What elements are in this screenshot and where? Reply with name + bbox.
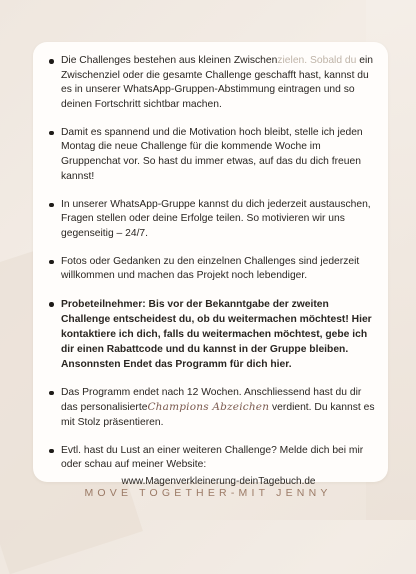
bullet-item bbox=[61, 198, 376, 242]
bullet-list bbox=[33, 42, 388, 490]
bullet-item bbox=[61, 126, 376, 184]
bullet-item bbox=[61, 54, 376, 112]
badge-script-text: Champions Abzeichen bbox=[147, 401, 270, 414]
info-card bbox=[33, 42, 388, 488]
bullet-text: ein Zwischenziel oder die gesamte Challenge geschafft hast, kannst du es in unserer WhatsApp-Gruppen-Abstimmung eintragen und so deinen Fortschritt sichtbar machen. bbox=[61, 55, 373, 110]
bullet-text: verdient. Du kannst es mit Stolz präsentieren. bbox=[61, 402, 375, 428]
bullet-text: Damit es spannend und die Motivation hoch bleibt, stelle ich jeden Montag die neue Challenge für die kommende Woche im Gruppenchat vor. So hast du immer etwas, auf das du dich freuen kannst! bbox=[61, 126, 363, 182]
website-link[interactable]: www.Magenverkleinerung-deinTagebuch.de bbox=[121, 476, 316, 488]
bullet-item bbox=[61, 386, 376, 431]
footer-tagline: MOVE TOGETHER-MIT JENNY bbox=[84, 487, 332, 499]
bullet-item bbox=[61, 444, 376, 490]
bullet-text: Probeteilnehmer: Bis vor der Bekanntgabe der zweiten Challenge entscheidest du, ob du weitermachen möchtest! Hier kontaktiere ich dich, falls du weitermachen möchtest, gebe ich dir einen Rabattcode und du kannst in der Gruppe bleiben. Ansonnsten Endet das Programm für dich hier. bbox=[61, 299, 372, 371]
bullet-text: Die Challenges bestehen aus kleinen Zwischen bbox=[61, 55, 278, 66]
bullet-text: Evtl. hast du Lust an einer weiteren Challenge? Melde dich bei mir oder schau auf meiner Website: bbox=[61, 444, 364, 471]
bullet-text: Fotos oder Gedanken zu den einzelnen Challenges sind jederzeit willkommen und machen das Projekt noch lebendiger. bbox=[61, 255, 360, 282]
bullet-text-faded: zielen. Sobald du bbox=[277, 55, 357, 66]
bullet-text: In unserer WhatsApp-Gruppe kannst du dich jederzeit austauschen, Fragen stellen oder deine Erfolge teilen. So motivieren wir uns gegenseitig – 24/7. bbox=[61, 198, 371, 239]
bullet-item bbox=[61, 255, 376, 284]
bullet-text: Das Programm endet nach 12 Wochen. Anschliessend hast du dir das personalisierte bbox=[61, 386, 362, 414]
bullet-item-trial bbox=[61, 297, 376, 372]
